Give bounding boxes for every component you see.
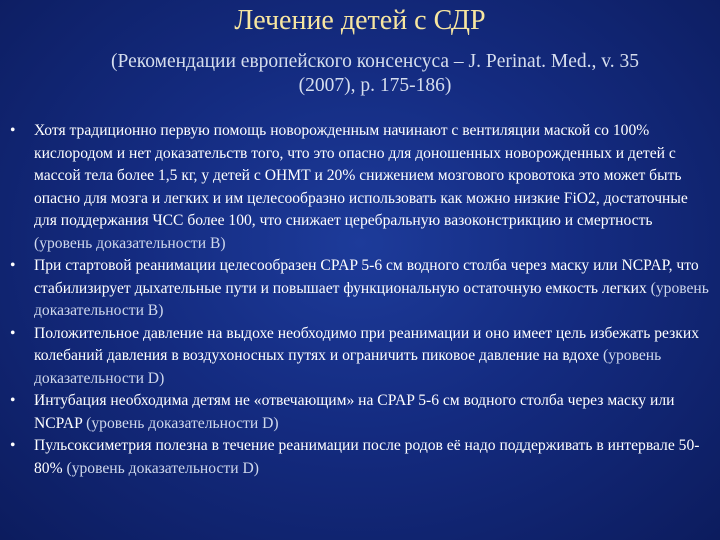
slide-subtitle xyxy=(30,50,720,98)
bullet-text: При стартовой реанимации целесообразен CPAP 5-6 см водного столба через маску или NCPAP, что стабилизирует дыхательные пути и повышает функциональную остаточную емкость легких xyxy=(34,257,699,297)
subtitle-line-1: (Рекомендации европейского консенсуса – J. Perinat. Med., v. 35 xyxy=(111,51,639,72)
bullet-marker: • xyxy=(10,257,16,274)
bullet-marker: • xyxy=(10,324,16,342)
evidence-level: (уровень доказательности B) xyxy=(34,234,226,252)
bullet-marker: • xyxy=(10,392,16,409)
bullet-text: Положительное давление на выдохе необходимо при реанимации и оно имеет цель избежать резких колебаний давления в воздухоносных путях и ограничить пиковое давление на вдохе xyxy=(34,324,700,364)
bullet-marker: • xyxy=(10,122,16,139)
bullet-marker: • xyxy=(10,437,16,454)
bullet-text: Пульсоксиметрия полезна в течение реанимации после родов её надо поддерживать в интервале 50-80% xyxy=(34,437,700,477)
evidence-level: (уровень доказательности D) xyxy=(34,347,662,387)
bullet-item xyxy=(8,435,714,480)
evidence-level: (уровень доказательности D) xyxy=(66,459,259,477)
evidence-level: (уровень доказательности D) xyxy=(86,414,279,432)
bullet-item xyxy=(8,255,714,323)
bullet-text: Интубация необходима детям не «отвечающим» на CPAP 5-6 см водного столба через маску или NCPAP xyxy=(34,392,675,432)
slide-title: Лечение детей с СДР xyxy=(234,5,486,36)
bullet-list xyxy=(8,120,714,480)
bullet-item xyxy=(8,120,714,255)
evidence-level: (уровень доказательности B) xyxy=(34,279,709,319)
subtitle-line-2: (2007), p. 175-186) xyxy=(298,75,452,96)
bullet-item xyxy=(8,323,714,391)
bullet-item xyxy=(8,390,714,435)
bullet-text: Хотя традиционно первую помощь новорожденным начинают с вентиляции маской со 100% кислородом и нет доказательств того, что это опасно для доношенных новорожденных и детей с массой тела более 1,5 кг, у детей с ОНМТ и 20% снижением мозгового кровотока это может быть опасно для мозга и легких и им целесообразно использовать как можно низкие FiO2, достаточные для поддержания ЧСС более 100, что снижает церебральную вазоконстрикцию и смертность xyxy=(34,122,688,229)
